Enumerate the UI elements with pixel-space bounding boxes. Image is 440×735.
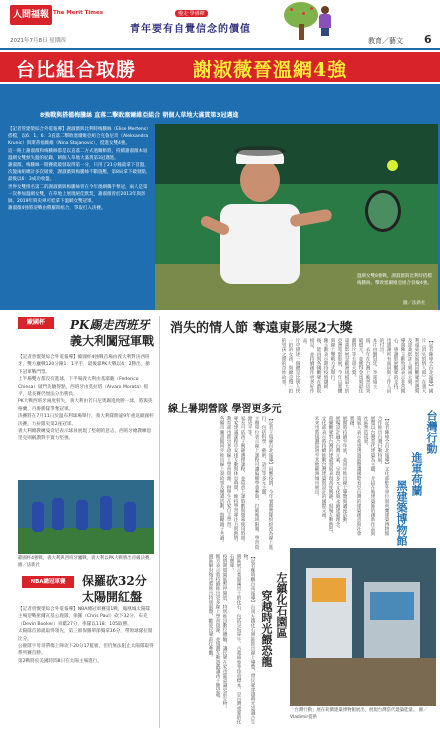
museum-paragraph: 文化部表示將持續推動台灣建築與設計的國際交流。 xyxy=(321,416,326,522)
lead-paragraph: 【記者管建榮綜合外電報導】謝淑薇與比利時梅騰絲（Elise Mertens）搭檔，以6：1、6：3直落二擊敗塞爾維亞組合克魯尼奇（Aleksandra Krunic）與斯蒂福維維（Nina Stojanovic），挺進女雙4強。 xyxy=(8,127,151,147)
lead-paragraph: 謝淑薇4強將迎戰由俄羅斯組合，爭取打入決賽。 xyxy=(8,206,106,212)
fossil-headline-1: 左鎮化石園區 xyxy=(275,572,288,638)
camp-paragraph: 教育部也推出多項線上學習資源，供學生在家自主學習。 xyxy=(226,416,231,531)
fossil-paragraph: 【記者鄭明鵬台南報導】台南左鎮化石園區推出線上導覽，帶民眾穿越時光認識古生物。 xyxy=(243,554,255,725)
museum-article xyxy=(290,416,390,540)
museum-paragraph: 展覽以台灣當代建築為主題，介紹在地建築師的創新作品與社區營造成果。 xyxy=(363,416,375,536)
film-paragraph: 遠東影展是歐洲規模最大的亞洲電影影展，今年以實體與線上雙軌方式舉行。 xyxy=(330,338,349,394)
headline-banner xyxy=(0,52,440,82)
museum-paragraph: 展場設計融合台灣元素，呈現多元文化與永續建築理念。 xyxy=(335,416,340,531)
euro-article xyxy=(18,354,154,478)
museum-headline-2: 進軍荷蘭 xyxy=(410,452,423,496)
fossil-article xyxy=(166,554,256,726)
museum-photo xyxy=(290,548,436,706)
museum-headline-3: 黑建築博物館 xyxy=(395,480,408,546)
museum-caption xyxy=(290,708,436,721)
camp-paragraph: 專家建議課程中安排互動與休息時間，維持學習專注力與熱情。 xyxy=(233,416,238,545)
nba-title1: 保羅砍32分 xyxy=(82,574,147,588)
museum-caption-text: 「台灣行動」展在荷蘭建築博物館展出，展現台灣當代建築能量。 xyxy=(290,708,418,713)
newspaper-logo: 人間福報 xyxy=(10,5,52,25)
film-paragraph: 導演陳玉勳致詞表示非常開心，感謝影展觀眾的支持，也感謝所有演員與工作人員的付出。 xyxy=(379,338,405,394)
nba-article xyxy=(18,606,154,728)
euro-paragraph: 【記者曾懷榮綜合外電報導】歐國杯4強戰首場由義大利對決西班牙，雙方鏖戰120分鐘1：1平手，最後靠PK大戰以4：2勝出，搶下冠軍戰門票。 xyxy=(18,355,150,375)
euro-title2: 義大利闖冠軍戰 xyxy=(70,334,155,348)
lead-paragraph: 謝淑薇、梅騰絲一開賽就破發取得第一分，只用了21分鐘就拿下首盤，次盤兩組總計多次破發，謝淑薇與梅騰絲不斷施壓，第8局拿下破發點，最後以6：3成功收盤。 xyxy=(8,163,151,183)
euro-caption-text: 歐國杯4強戰，義大利與西班牙鏖戰，義大利以PK大戰勝出晉級決賽。 xyxy=(18,556,154,561)
camp-article xyxy=(166,416,274,550)
museum-paragraph: 展期將持續至年底，並同步推出線上導覽與講座活動。 xyxy=(342,416,347,527)
camp-paragraph: 主辦單位表示線上課程可讓偏鄉學童參與，打破地域限制，學習資源更平等。 xyxy=(247,416,259,550)
museum-headline-1: 台灣行動 xyxy=(425,410,438,454)
lead-article xyxy=(8,126,151,306)
museum-paragraph: 未來也將規劃巡迴至其他歐洲城市展出。 xyxy=(314,416,319,499)
museum-paragraph: 策展人表示希望透過展覽讓國際看見台灣的建築創意與社會實踐。 xyxy=(349,416,361,536)
nba-paragraph: 【記者曾懷榮綜合外電報導】NBA總冠軍賽第1戰，鳳凰城太陽隊主場迎戰密爾瓦基公鹿隊，保羅（Chris Paul）砍下32分，布克（Devin Booker）貢獻27分，率隊以118：105取勝。 xyxy=(18,607,151,627)
photo-caption: 溫網女雙8強戰，謝淑薇與比利時搭檔梅騰絲，擊敗塞爾維亞組合晉級4強。 xyxy=(357,274,432,286)
soccer-photo xyxy=(18,480,154,554)
column-divider xyxy=(159,316,160,728)
page-number: 6 xyxy=(424,33,432,46)
fossil-paragraph: 館方表示將持續推出更多線上學習資源，並規劃互動遊戲讓孩子餵恐龍。 xyxy=(215,554,220,702)
slogan: 青年要有自覺信念的價值 xyxy=(130,24,251,35)
issue-date: 2021年7月8日 星期四 xyxy=(10,38,66,44)
museum-credit: 圖／Vladimir提供 xyxy=(290,708,428,720)
fossil-paragraph: 園區解封後也將推出特別展覽，歡迎民眾前往參觀。 xyxy=(208,554,213,660)
lead-subhead: 8強戰與搭檔梅騰絲 直落二擊敗塞爾維亞組合 朝個人草地大滿貫第3冠邁進 xyxy=(40,112,239,119)
film-paragraph: 【記者陳瑋全台北報導】國片《消失的情人節》在義大利遠東影展抱回觀眾票選獎及黑桑影評人獎兩大獎。 xyxy=(407,338,433,394)
film-headline: 消失的情人節 奪遠東影展2大獎 xyxy=(170,321,353,336)
camp-headline: 線上暑期營隊 學習更多元 xyxy=(168,404,282,415)
museum-paragraph: 【記者陳瑋全台北報導】文化部駐外單位與荷蘭建築博物館合作推出台灣行動特展。 xyxy=(377,416,389,536)
nba-title2: 太陽開紅盤 xyxy=(82,590,143,604)
euro-tag: 歐國杯 xyxy=(18,317,54,329)
museum-paragraph: 荷蘭觀眾對台灣的建築發展表現高度興趣，現場互動熱烈。 xyxy=(328,416,333,536)
euro-paragraph: PK大戰西班牙兩度射失，義大利由若日尼奧踢進致勝一球，將與英格蘭、丹麥勝隊爭奪冠軍。 xyxy=(18,399,153,412)
fossil-headline-2: 穿越時光餵恐龍 xyxy=(260,590,273,667)
masthead-rule xyxy=(0,48,440,50)
fossil-paragraph: 疫情期間園區暫停開放，特別推出數位體驗，讓民眾在家也能認識史前生物。 xyxy=(222,554,227,711)
headline-part2: 謝淑薇晉溫網4強 xyxy=(193,59,348,81)
nba-tag: NBA總冠軍賽 xyxy=(22,576,74,588)
nba-paragraph: 太陽隊首節就取得領先，第三節保羅單節獨拿16分，帶領球隊拉開比分。 xyxy=(18,629,153,642)
euro-caption xyxy=(18,556,154,569)
euro-paragraph: 決賽將在7月11日於溫布利球場舉行，義大利隊睽違9年重返歐國杯決賽，力拚隊史第2座冠軍。 xyxy=(18,414,154,427)
film-article xyxy=(166,338,434,394)
tennis-photo xyxy=(155,124,438,310)
logo-english: The Merit Times xyxy=(53,10,104,16)
film-paragraph: 片中描述一個總是比別人快一拍的女孩，與總是慢一拍的男孩之間的奇妙故事。 xyxy=(281,338,300,394)
racket xyxy=(365,190,401,232)
photo-credit: 圖／法新社 xyxy=(403,301,426,306)
section-label: 教育／藝文 xyxy=(368,37,403,45)
player-figure xyxy=(200,142,330,310)
reader-figure xyxy=(318,6,332,36)
camp-paragraph: 家長可依孩子興趣選擇課程，並留意上課時數與螢幕使用時間。 xyxy=(240,416,245,545)
headline-part1: 台比組合取勝 xyxy=(16,59,137,81)
masthead xyxy=(0,0,440,50)
nba-paragraph: 第2戰將於美國時間8日在太陽主場進行。 xyxy=(18,658,102,664)
fossil-paragraph: 園區展示菜寮溪出土的化石，包括早坂犀牛、古菱齒象等珍貴標本，是台灣重要的化石寶庫。 xyxy=(229,554,241,725)
euro-paragraph: 義大利總教練曼奇尼表示球員展現了堅韌的意志，西班牙總教練恩里克則稱讚對手實力堅強。 xyxy=(18,429,152,442)
film-paragraph: 本片由劉冠廷、李霈瑜主演，去年在台灣上映票房突破億元，並獲得金馬獎最佳劇情片等五項大獎。 xyxy=(351,338,377,394)
nba-paragraph: 公鹿隊字母哥帶傷上陣攻下20分17籃板，但仍無法阻止太陽隊取得系列賽首勝。 xyxy=(18,644,154,657)
euro-title1: PK踢走西班牙 xyxy=(70,318,150,332)
euro-credit: 圖／法新社 xyxy=(18,562,40,568)
tennis-ball xyxy=(387,160,398,171)
camp-paragraph: 【記者王瑞慶台北報導】因應疫情，今年暑期營隊紛紛改為線上進行，包括科學、藝術、語言等多元主題。 xyxy=(261,416,273,550)
slogan-mark: 慢走‧學佛禪 xyxy=(175,10,208,17)
euro-paragraph: 上半場雙方都沒有進球，下半場義大利由基耶薩（Federico Chiesa）破門先馳得點，西班牙由莫拉塔（Alvaro Morata）扳平，延長賽仍無法分出勝負。 xyxy=(18,377,149,398)
lead-paragraph: 這一路上謝淑薇和梅騰絲都是以直落二方式過關斬將，持續謝淑薇本屆溫網女雙無失盤的紀錄，朝個人草地大滿貫第3冠邁進。 xyxy=(8,148,148,161)
film-paragraph: 陳玉勳表示期待疫情趨緩後，能再與各國觀眾在戲院相見，並持續創作更多好作品。 xyxy=(302,338,328,394)
camp-paragraph: 各縣市圖書館同步推出線上說故事及閱讀活動，鼓勵親子共讀。 xyxy=(219,416,224,545)
lead-paragraph: 世界女雙排名第二的謝淑薇與梅騰絲曾在今年澳網攜手奪冠，兩人是第一次參加溫網女雙，在草地上展現絕佳默契，謝淑薇曾於2013年與彭帥、2019年與史翠可娃拿下溫網女雙冠軍。 xyxy=(8,184,148,205)
